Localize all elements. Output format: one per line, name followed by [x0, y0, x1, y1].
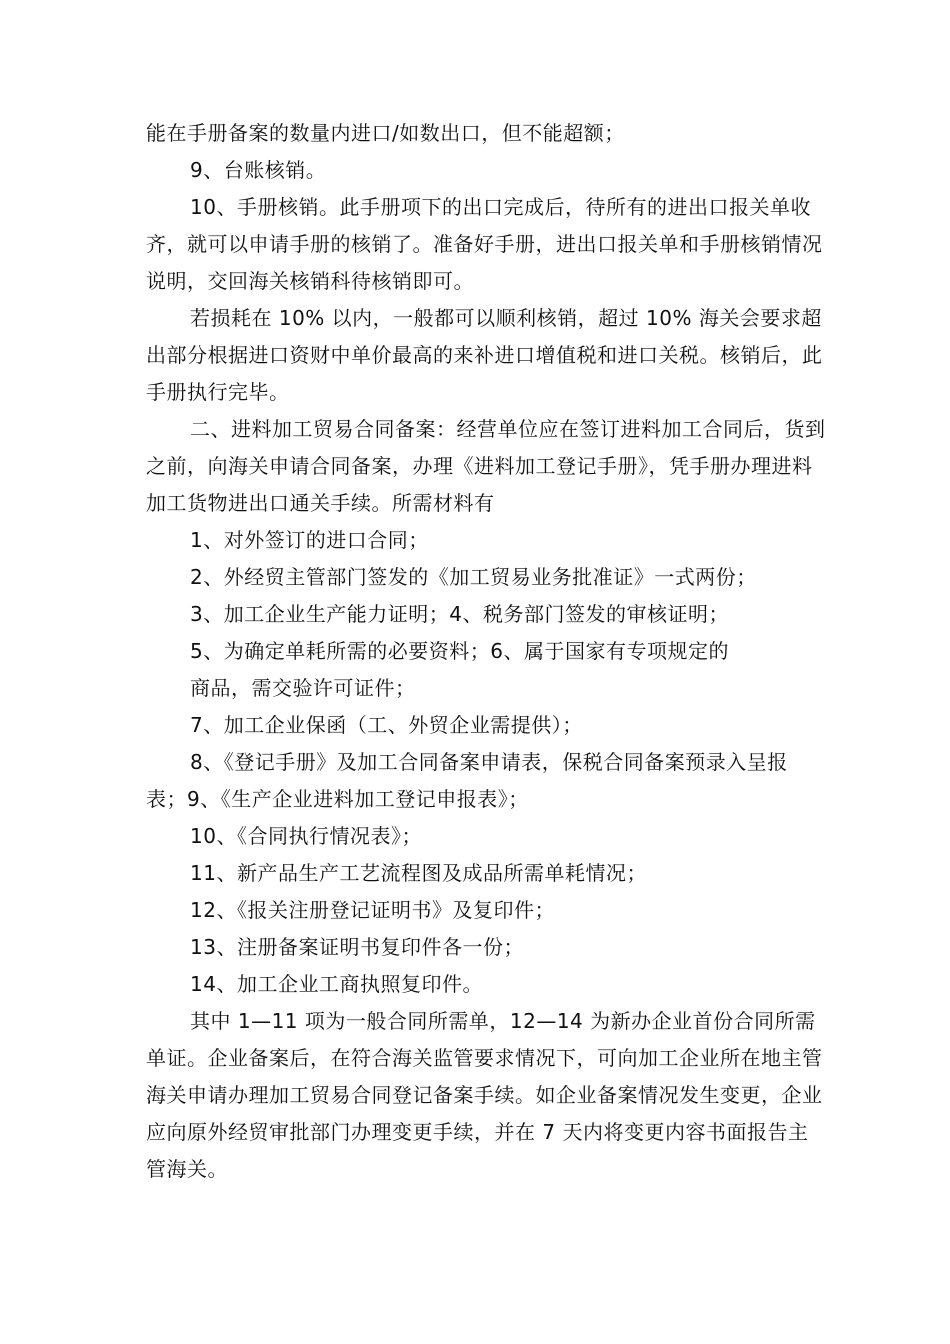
list-item-8-9: 8、《登记手册》及加工合同备案申请表，保税合同备案预录入呈报表；9、《生产企业进料加工登记申报表》；	[146, 750, 788, 811]
list-item-2: 2、外经贸主管部门签发的《加工贸易业务批准证》一式两份；	[190, 565, 757, 589]
paragraph-summary: 其中 1—11 项为一般合同所需单，12—14 为新办企业首份合同所需单证。企业备案后，在符合海关监管要求情况下，可向加工企业所在地主管海关申请办理加工贸易合同登记备案手续。如企业备案情况发生变更，企业应向原外经贸审批部门办理变更手续，并在 7 天内将变更内容书面报告主管海关。	[146, 1009, 823, 1181]
list-item-12: 12、《报关注册登记证明书》及复印件；	[190, 898, 555, 922]
list-item-14: 14、加工企业工商执照复印件。	[190, 972, 483, 996]
list-item-10: 10、《合同执行情况表》；	[190, 824, 422, 848]
paragraph-manual-verification: 10、手册核销。此手册项下的出口完成后，待所有的进出口报关单收齐，就可以申请手册的核销了。准备好手册，进出口报关单和手册核销情况说明，交回海关核销科待核销即可。	[146, 195, 823, 293]
list-item-3-4: 3、加工企业生产能力证明；4、税务部门签发的审核证明；	[190, 602, 729, 626]
list-item-5-6: 5、为确定单耗所需的必要资料；6、属于国家有专项规定的	[190, 639, 729, 663]
list-item-13: 13、注册备案证明书复印件各一份；	[190, 935, 524, 959]
list-item-6-continued: 商品，需交验许可证件；	[190, 676, 416, 700]
paragraph-loss-rate: 若损耗在 10% 以内，一般都可以顺利核销，超过 10% 海关会要求超出部分根据进口资财中单价最高的来补进口增值税和进口关税。核销后，此手册执行完毕。	[146, 306, 823, 404]
paragraph-contract-filing: 二、进料加工贸易合同备案：经营单位应在签订进料加工合同后，货到之前，向海关申请合同备案，办理《进料加工登记手册》，凭手册办理进料加工货物进出口通关手续。所需材料有	[146, 417, 826, 515]
list-item-1: 1、对外签订的进口合同；	[190, 528, 429, 552]
document-body	[146, 115, 826, 1188]
paragraph-ledger-verification: 9、台账核销。	[190, 158, 327, 182]
list-item-11: 11、新产品生产工艺流程图及成品所需单耗情况；	[190, 861, 647, 885]
paragraph-manual-quantity: 能在手册备案的数量内进口/如数出口，但不能超额；	[146, 121, 625, 145]
list-item-7: 7、加工企业保函（工、外贸企业需提供）；	[190, 713, 583, 737]
